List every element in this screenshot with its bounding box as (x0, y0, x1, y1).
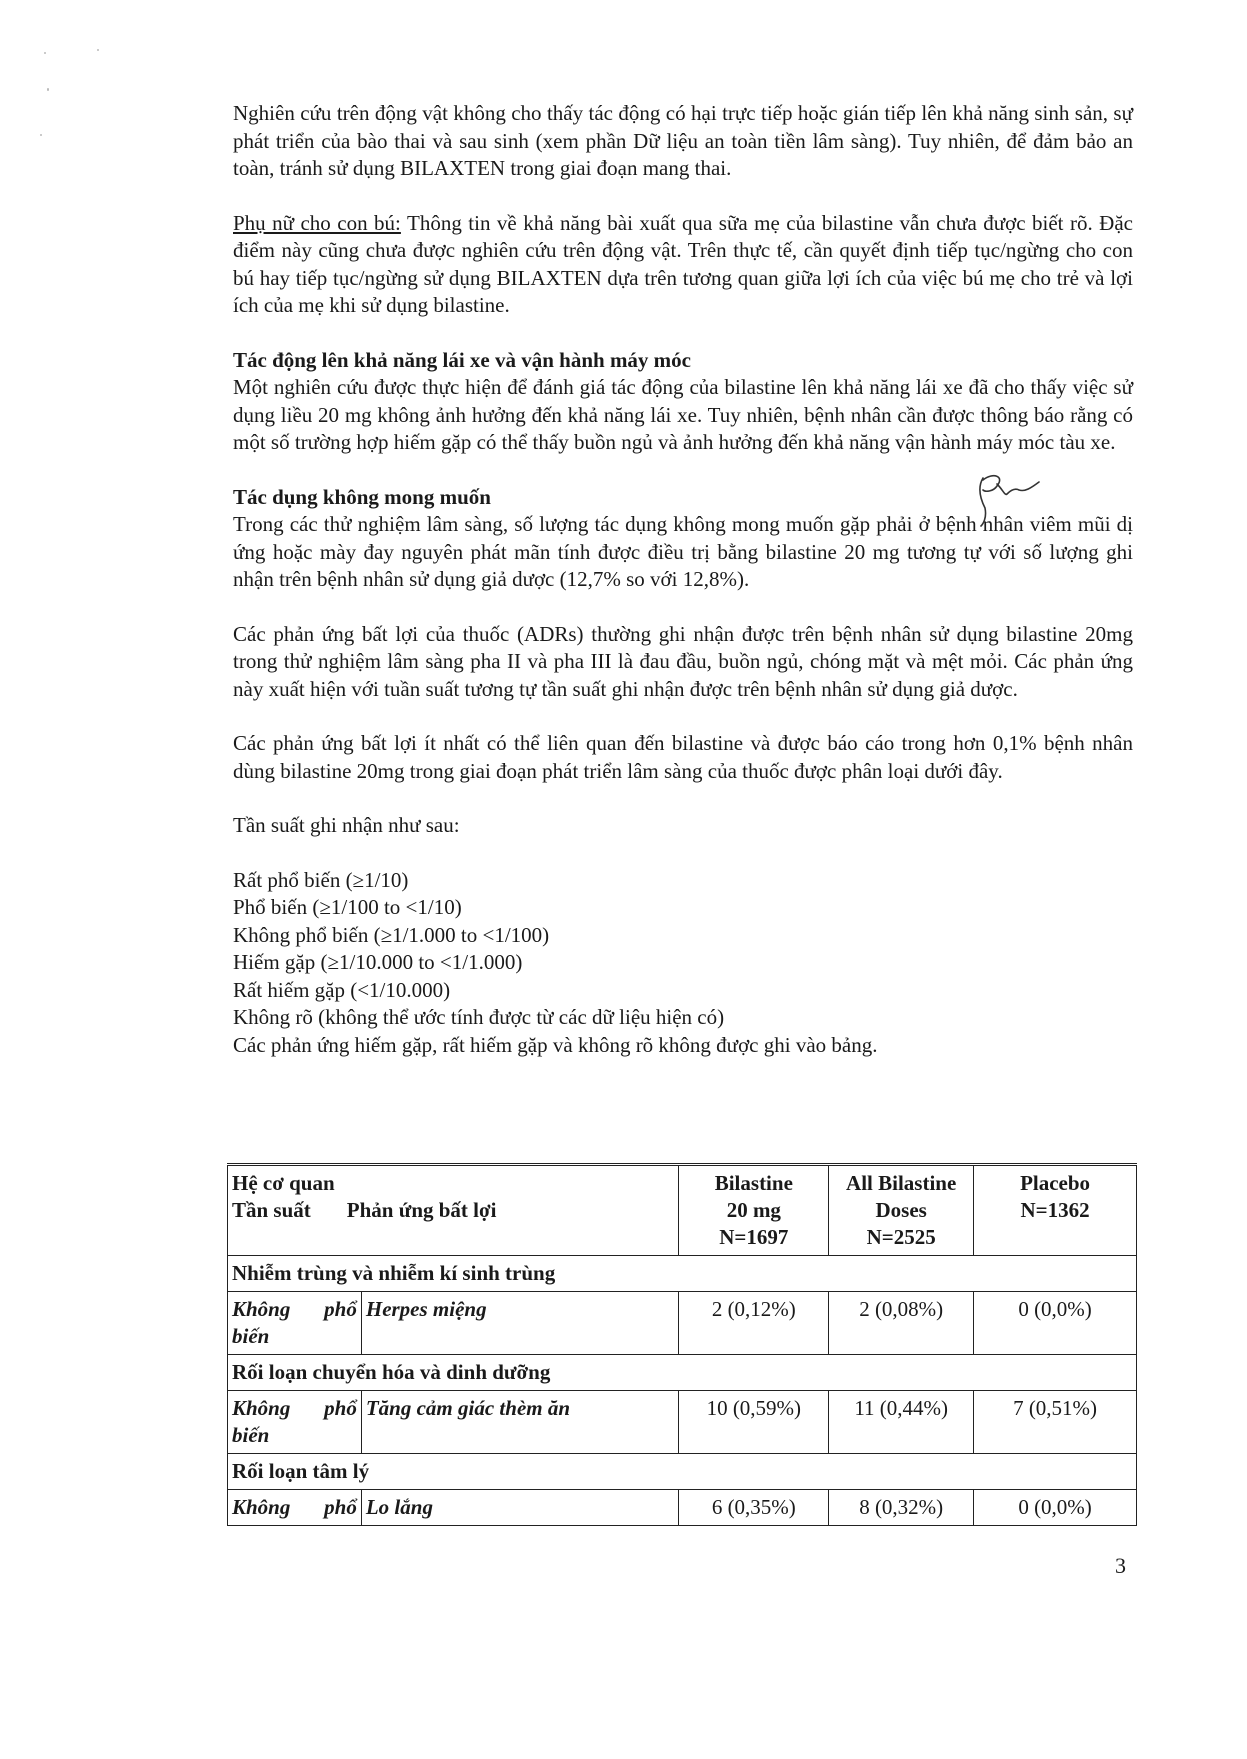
value-all-bilastine: 2 (0,08%) (829, 1292, 974, 1355)
reaction-cell: Tăng cảm giác thèm ăn (361, 1391, 679, 1454)
frequency-item: Hiếm gặp (≥1/10.000 to <1/1.000) (233, 950, 523, 974)
paragraph-adrs-classified: Các phản ứng bất lợi ít nhất có thể liên quan đến bilastine và được báo cáo trong hơn 0,1% bệnh nhân dùng bilastine 20mg trong giai đoạn phát triển lâm sàng của thuốc được phân loại dưới đây. (233, 731, 1133, 783)
value-bilastine-20mg: 10 (0,59%) (679, 1391, 829, 1454)
paragraph-breastfeeding (233, 210, 1133, 320)
header-col-all-bilastine (829, 1165, 974, 1256)
heading-side-effects: Tác dụng không mong muốn (233, 484, 491, 509)
table-row (228, 1391, 1137, 1454)
header-freq: Tần suất (232, 1198, 311, 1222)
frequency-item: Không phổ biến (≥1/1.000 to <1/100) (233, 922, 550, 947)
header-text: Placebo (1020, 1171, 1091, 1195)
reaction-cell: Lo lắng (361, 1490, 679, 1526)
frequency-text: Không phổ (232, 1495, 357, 1519)
header-text: N=1362 (1020, 1198, 1090, 1222)
system-organ-class: Nhiễm trùng và nhiễm kí sinh trùng (228, 1256, 1137, 1292)
adverse-reactions-table (227, 1163, 1137, 1526)
header-text: Doses (875, 1198, 927, 1222)
frequency-item: Rất hiếm gặp (<1/10.000) (233, 977, 451, 1002)
value-bilastine-20mg: 6 (0,35%) (679, 1490, 829, 1526)
header-organ: Hệ cơ quan (232, 1171, 335, 1195)
frequency-text: biến (232, 1324, 270, 1348)
paragraph-driving: Một nghiên cứu được thực hiện để đánh giá tác động của bilastine lên khả năng lái xe đã cho thấy việc sử dụng liều 20 mg không ảnh hưởng đến khả năng lái xe. Tuy nhiên, bệnh nhân cần được thông báo rằng có một số trường hợp hiếm gặp có thể thấy buồn ngủ và ảnh hưởng đến khả năng vận hành máy móc tàu xe. (233, 375, 1133, 454)
table-header-row (228, 1165, 1137, 1256)
value-bilastine-20mg: 2 (0,12%) (679, 1292, 829, 1355)
table-section-row (228, 1256, 1137, 1292)
body-text (233, 100, 1133, 1059)
frequency-cell (228, 1292, 362, 1355)
frequency-text: Không phổ (232, 1396, 357, 1420)
handwritten-initials (975, 470, 1045, 530)
table-row (228, 1490, 1137, 1526)
scan-speck (97, 49, 99, 51)
scan-speck (47, 88, 49, 91)
header-text: 20 mg (726, 1198, 781, 1222)
table-section-row (228, 1355, 1137, 1391)
header-reaction: Phản ứng bất lợi (346, 1198, 497, 1222)
value-all-bilastine: 8 (0,32%) (829, 1490, 974, 1526)
header-text: Bilastine (714, 1171, 793, 1195)
frequency-item: Các phản ứng hiếm gặp, rất hiếm gặp và không rõ không được ghi vào bảng. (233, 1032, 878, 1057)
page-number: 3 (1115, 1553, 1126, 1578)
value-placebo: 0 (0,0%) (974, 1490, 1137, 1526)
header-freq-reaction (232, 1197, 674, 1224)
header-col-bilastine-20mg (679, 1165, 829, 1256)
scan-speck (40, 134, 42, 136)
frequency-cell (228, 1391, 362, 1454)
header-text: All Bilastine (846, 1171, 957, 1195)
header-text: N=2525 (866, 1225, 936, 1249)
frequency-item: Rất phổ biến (≥1/10) (233, 867, 409, 892)
paragraph-adrs-common: Các phản ứng bất lợi của thuốc (ADRs) thường ghi nhận được trên bệnh nhân sử dụng bilastine 20mg trong thử nghiệm lâm sàng pha II và pha III là đau đầu, buồn ngủ, chóng mặt và mệt mỏi. Các phản ứng này xuất hiện với tuần suất tương tự tần suất ghi nhận được trên bệnh nhân sử dụng giả dược. (233, 621, 1133, 701)
value-placebo: 7 (0,51%) (974, 1391, 1137, 1454)
value-all-bilastine: 11 (0,44%) (829, 1391, 974, 1454)
header-organ-freq-reaction (228, 1165, 679, 1256)
paragraph-side-effects-count: Trong các thử nghiệm lâm sàng, số lượng tác dụng không mong muốn gặp phải ở bệnh nhân viêm mũi dị ứng hoặc mày đay nguyên phát mãn tính được điều trị bằng bilastine 20 mg tương tự với số lượng ghi nhận trên bệnh nhân sử dụng giả dược (12,7% so với 12,8%). (233, 512, 1133, 591)
table-row (228, 1292, 1137, 1355)
scan-speck (44, 52, 46, 54)
frequency-item: Không rõ (không thể ước tính được từ các dữ liệu hiện có) (233, 1005, 725, 1029)
frequency-list (233, 867, 1133, 1060)
breastfeeding-text: Thông tin về khả năng bài xuất qua sữa mẹ của bilastine vẫn chưa được biết rõ. Đặc điểm này cũng chưa được nghiên cứu trên động vật. Trên thực tế, cần quyết định tiếp tục/ngừng cho con bú hay tiếp tục/ngừng sử dụng BILAXTEN dựa trên tương quan giữa lợi ích của việc bú mẹ cho trẻ và lợi ích của mẹ khi sử dụng bilastine. (233, 210, 1133, 317)
frequency-text: Không phổ (232, 1297, 357, 1321)
system-organ-class: Rối loạn chuyển hóa và dinh dưỡng (228, 1355, 1137, 1391)
paragraph-frequency-intro: Tần suất ghi nhận như sau: (233, 813, 460, 837)
system-organ-class: Rối loạn tâm lý (228, 1454, 1137, 1490)
table-section-row (228, 1454, 1137, 1490)
frequency-cell (228, 1490, 362, 1526)
frequency-item: Phổ biến (≥1/100 to <1/10) (233, 895, 462, 919)
heading-driving: Tác động lên khả năng lái xe và vận hành máy móc (233, 347, 692, 372)
reaction-cell: Herpes miệng (361, 1292, 679, 1355)
header-text: N=1697 (719, 1225, 789, 1249)
paragraph-pregnancy: Nghiên cứu trên động vật không cho thấy tác động có hại trực tiếp hoặc gián tiếp lên khả năng sinh sản, sự phát triển của bào thai và sau sinh (xem phần Dữ liệu an toàn tiền lâm sàng). Tuy nhiên, để đảm bảo an toàn, tránh sử dụng BILAXTEN trong giai đoạn mang thai. (233, 101, 1133, 180)
frequency-text: biến (232, 1423, 270, 1447)
breastfeeding-label: Phụ nữ cho con bú: (233, 210, 401, 235)
header-col-placebo (974, 1165, 1137, 1256)
value-placebo: 0 (0,0%) (974, 1292, 1137, 1355)
